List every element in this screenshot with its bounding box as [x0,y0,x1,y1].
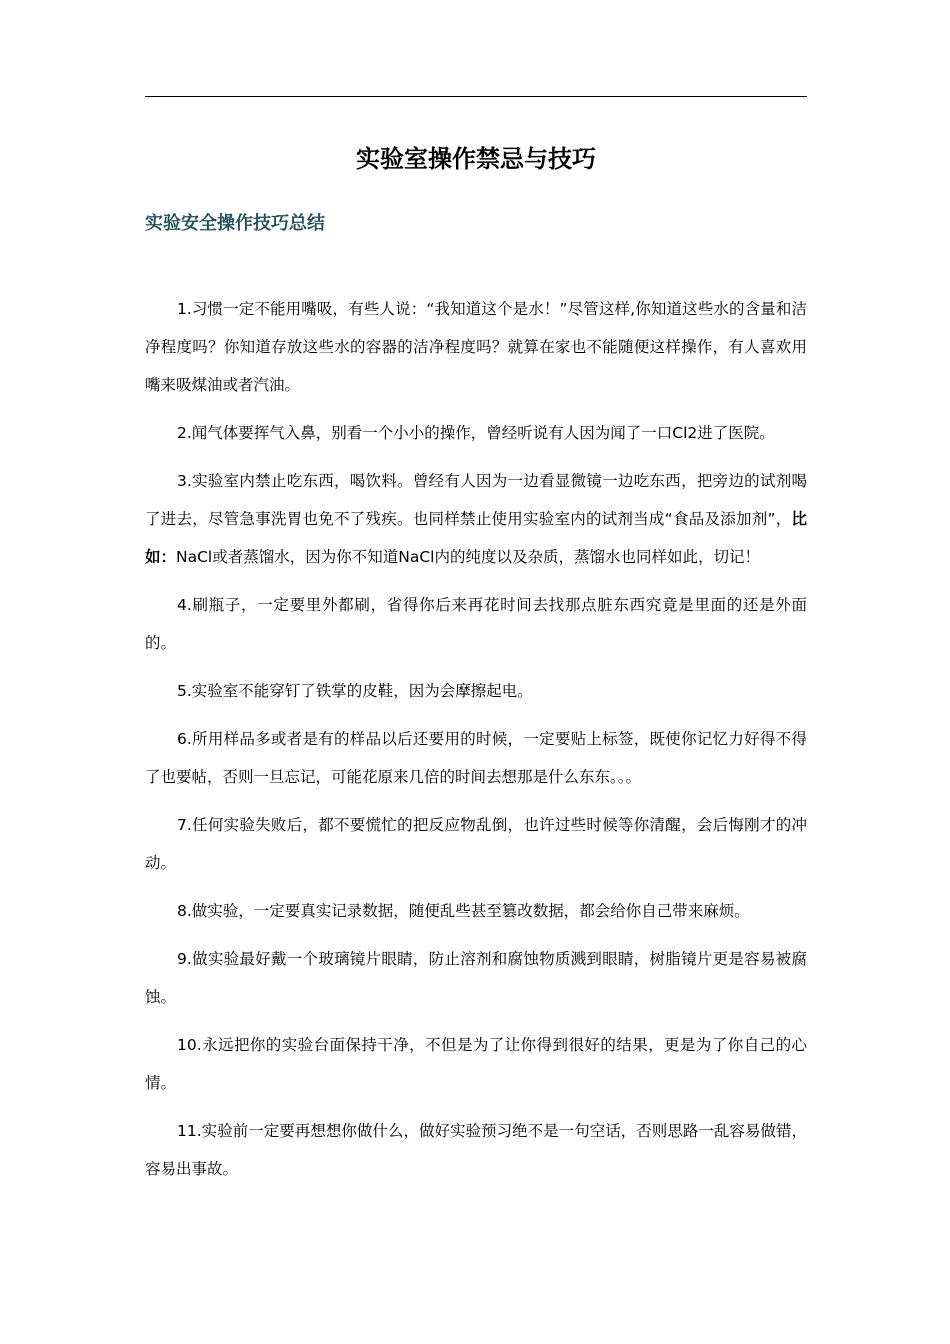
paragraph-3-text-before: 3.实验室内禁止吃东西，喝饮料。曾经有人因为一边看显微镜一边吃东西，把旁边的试剂喝了进去，尽管急事洗胃也免不了残疾。也同样禁止使用实验室内的试剂当成“食品及添加剂”， [145,472,807,528]
paragraph-11: 11.实验前一定要再想想你做什么，做好实验预习绝不是一句空话，否则思路一乱容易做错，容易出事故。 [145,1122,807,1178]
document-title: 实验室操作禁忌与技巧 [356,145,596,173]
document-body [145,290,807,1198]
paragraph-7: 7.任何实验失败后，都不要慌忙的把反应物乱倒，也许过些时候等你清醒，会后悔刚才的冲动。 [145,816,807,872]
paragraph-9: 9.做实验最好戴一个玻璃镜片眼睛，防止溶剂和腐蚀物质溅到眼睛，树脂镜片更是容易被腐蚀。 [145,950,807,1006]
paragraph-2: 2.闻气体要挥气入鼻，别看一个小小的操作，曾经听说有人因为闻了一口Cl2进了医院。 [177,424,775,442]
paragraph-5: 5.实验室不能穿钉了铁掌的皮鞋，因为会摩擦起电。 [177,682,533,700]
paragraph-1: 1.习惯一定不能用嘴吸，有些人说：“我知道这个是水！”尽管这样,你知道这些水的含量和洁净程度吗？你知道存放这些水的容器的洁净程度吗？就算在家也不能随便这样操作，有人喜欢用嘴来吸煤油或者汽油。 [145,300,807,394]
paragraph-3-bold: 比如： [145,510,807,566]
paragraph-6: 6.所用样品多或者是有的样品以后还要用的时候，一定要贴上标签，既使你记忆力好得不得了也要帖，否则一旦忘记，可能花原来几倍的时间去想那是什么东东。。。 [145,730,807,786]
paragraph-3 [145,462,807,576]
paragraph-3-text-after: NaCl或者蒸馏水，因为你不知道NaCl内的纯度以及杂质，蒸馏水也同样如此，切记！ [176,548,760,566]
header-rule [145,96,807,97]
paragraph-10: 10.永远把你的实验台面保持干净，不但是为了让你得到很好的结果，更是为了你自己的心情。 [145,1036,807,1092]
section-heading: 实验安全操作技巧总结 [145,213,325,234]
paragraph-4: 4.刷瓶子，一定要里外都刷，省得你后来再花时间去找那点脏东西究竟是里面的还是外面的。 [145,596,807,652]
paragraph-8: 8.做实验，一定要真实记录数据，随便乱些甚至篡改数据，都会给你自己带来麻烦。 [177,902,750,920]
